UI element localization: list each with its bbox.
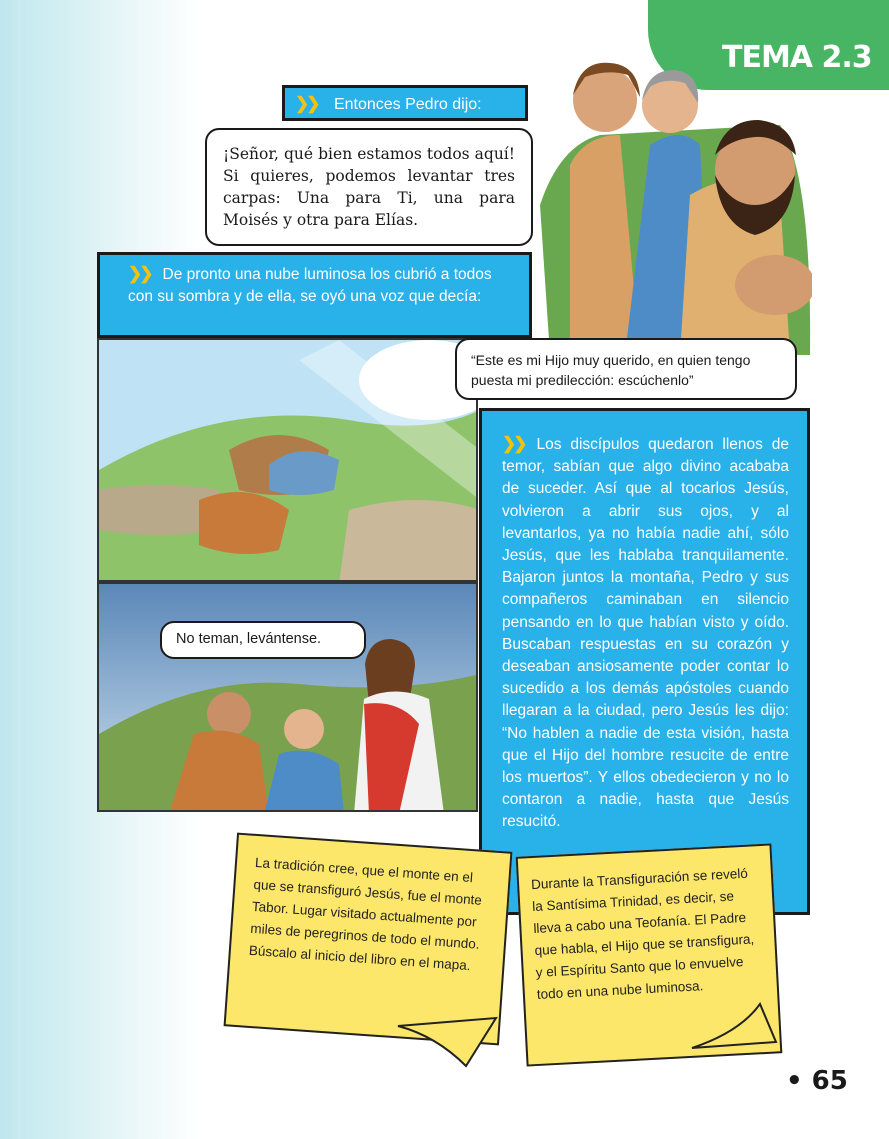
narration-text-3: Los discípulos quedaron llenos de temor, sabían que algo divino acababa de suceder. Así que al tocarlos Jesús, volvieron a abrir sus ojos, y al levantarlos, ya no había nadie ahí, sólo Jesús, que les hablaba tranquilamente. Bajaron juntos la montaña, Pedro y sus compañeros caminaban en silencio pensando en lo que habían visto y oído. Buscaban respuestas en su corazón y deseaban ansiosamente poder contar lo sucedido a los demás apóstoles cuando llegaran a la ciudad, pero Jesús les dijo: “No hablen a nadie de esta visión, hasta que el Hijo del hombre resucite de entre los muertos”. Y ellos obedecieron y no lo contaron a nadie, hasta que Jesús resucitó.	[502, 436, 789, 831]
jesus-scene-illustration	[99, 584, 478, 812]
note-text-tabor: La tradición cree, que el monte en el que se transfiguró Jesús, fue el monte Tabor. Lugar visitado actualmente por miles de peregrinos de todo el mundo. Búscalo al inicio del libro en el mapa.	[248, 854, 483, 974]
speech-bubble-peter	[205, 128, 533, 246]
page-number: • 65	[786, 1066, 848, 1096]
speech-bubble-jesus	[160, 621, 366, 659]
narration-text-2: De pronto una nube luminosa los cubrió a todos con su sombra y de ella, se oyó una voz que decía:	[128, 266, 492, 305]
comic-panel-jesus	[97, 582, 478, 812]
chevron-icon: ❯❯	[128, 264, 151, 283]
speech-bubble-voice	[455, 338, 797, 400]
comic-panel-mountain	[97, 338, 478, 582]
page-curl-icon	[396, 1016, 500, 1068]
page-curl-icon	[690, 1002, 780, 1050]
mountain-scene-illustration	[99, 340, 478, 582]
narration-box-2	[97, 252, 532, 338]
narration-box-1	[282, 85, 528, 121]
sticky-note-tabor	[224, 833, 513, 1046]
chevron-icon: ❯❯	[295, 94, 318, 113]
note-text-trinity: Durante la Transfiguración se reveló la Santísima Trinidad, es decir, se lleva a cabo una Teofanía. El Padre que habla, el Hijo que se transfigura, y el Espíritu Santo que lo envuelve todo en una nube luminosa.	[530, 865, 755, 1002]
speech-text-peter: ¡Señor, qué bien estamos todos aquí! Si quieres, podemos levantar tres carpas: Una para Ti, una para Moisés y otra para Elías.	[223, 145, 515, 229]
narration-text-1: Entonces Pedro dijo:	[333, 96, 482, 113]
speech-text-voice: “Este es mi Hijo muy querido, en quien tengo puesta mi predilección: escúchenlo”	[471, 352, 751, 388]
speech-text-jesus: No teman, levántense.	[176, 631, 322, 647]
disciples-illustration	[530, 55, 812, 355]
page-edge-line	[18, 0, 20, 1139]
narration-box-3	[479, 408, 810, 915]
tema-label: TEMA 2.3	[722, 40, 872, 75]
chevron-icon: ❯❯	[502, 434, 525, 453]
